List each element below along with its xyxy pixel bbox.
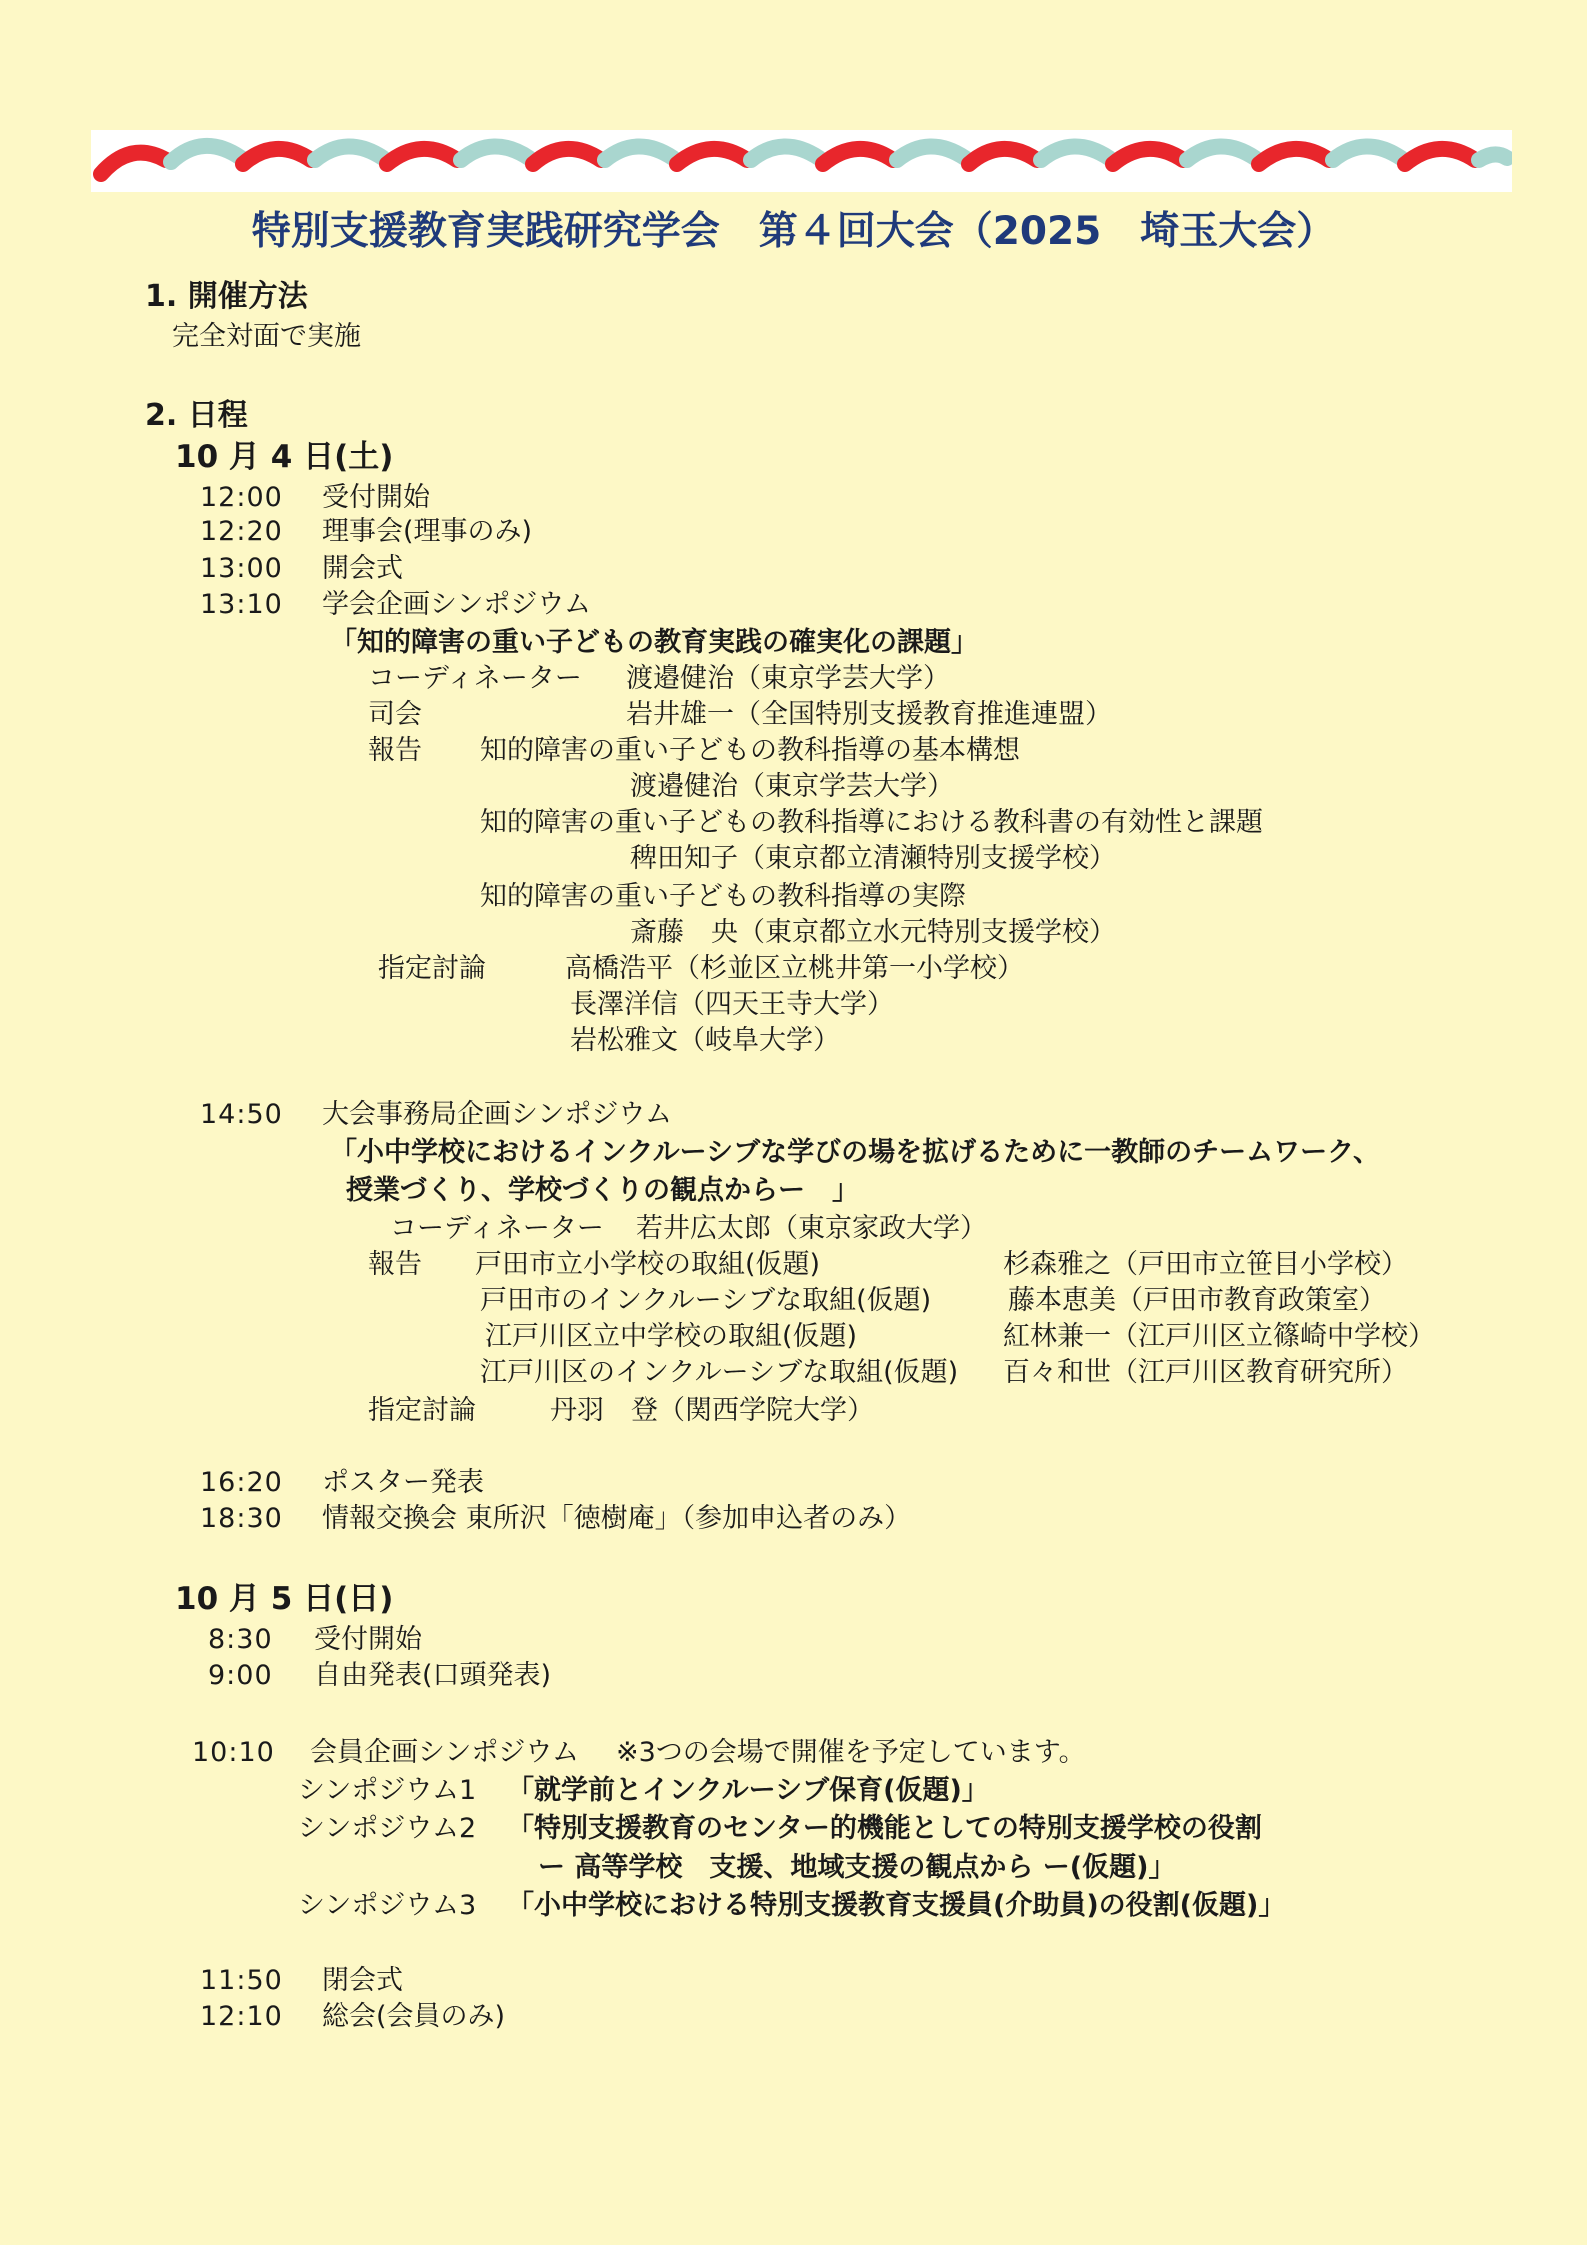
session-label: 受付開始	[314, 1624, 422, 1655]
venue-note: ※3つの会場で開催を予定しています。	[616, 1737, 1086, 1768]
report-label: 報告	[368, 1249, 422, 1280]
session-time: 12:00	[200, 482, 283, 513]
method-text: 完全対面で実施	[172, 321, 361, 352]
session-time: 16:20	[200, 1467, 283, 1498]
day2-date: 10 月 5 日(日)	[175, 1581, 394, 1617]
page-title: 特別支援教育実践研究学会 第４回大会（2025 埼玉大会）	[251, 209, 1336, 254]
report-speaker: 百々和世（江戸川区教育研究所）	[1003, 1357, 1408, 1388]
session-label: 学会企画シンポジウム	[322, 589, 592, 620]
report-topic: 知的障害の重い子どもの教科指導の実際	[480, 881, 966, 912]
section1-heading: 1. 開催方法	[145, 279, 308, 314]
session-label: 閉会式	[322, 1965, 403, 1996]
day1-date: 10 月 4 日(土)	[175, 439, 394, 475]
session-label: 会員企画シンポジウム	[310, 1737, 580, 1768]
symposium-title: 「特別支援教育のセンター的機能としての特別支援学校の役割	[507, 1813, 1262, 1844]
session-time: 12:20	[200, 516, 283, 547]
report-speaker: 斎藤 央（東京都立水元特別支援学校）	[630, 917, 1116, 948]
session-label: 自由発表(口頭発表)	[314, 1660, 552, 1691]
session-time: 9:00	[208, 1660, 273, 1691]
discussant: 岩松雅文（岐阜大学）	[570, 1025, 840, 1056]
session-label: 受付開始	[322, 482, 430, 513]
session-label: 情報交換会 東所沢「徳樹庵」（参加申込者のみ）	[322, 1503, 912, 1534]
symposium-title-line2: ー 高等学校 支援、地域支援の観点から ー(仮題)」	[538, 1852, 1176, 1883]
session-time: 13:00	[200, 553, 283, 584]
report-speaker: 藤本恵美（戸田市教育政策室）	[1008, 1285, 1386, 1316]
coordinator-name: 若井広太郎（東京家政大学）	[636, 1213, 987, 1244]
discussant: 長澤洋信（四天王寺大学）	[570, 989, 894, 1020]
symposium2-title-line2: 授業づくり、学校づくりの観点からー 」	[346, 1175, 859, 1206]
symposium-name: シンポジウム2	[298, 1813, 477, 1844]
section2-heading: 2. 日程	[145, 398, 248, 433]
report-speaker: 渡邉健治（東京学芸大学）	[630, 771, 954, 802]
discussion-label: 指定討論	[368, 1395, 476, 1426]
report-speaker: 杉森雅之（戸田市立笹目小学校）	[1003, 1249, 1408, 1280]
discussion-label: 指定討論	[378, 953, 486, 984]
report-topic: 戸田市立小学校の取組(仮題)	[475, 1249, 821, 1280]
wave-decoration-icon	[91, 130, 1512, 192]
report-speaker: 稗田知子（東京都立清瀬特別支援学校）	[630, 843, 1116, 874]
session-label: 大会事務局企画シンポジウム	[322, 1099, 673, 1130]
session-time: 14:50	[200, 1099, 283, 1130]
session-time: 13:10	[200, 589, 283, 620]
session-time: 18:30	[200, 1503, 283, 1534]
symposium-name: シンポジウム3	[298, 1890, 477, 1921]
report-topic: 知的障害の重い子どもの教科指導における教科書の有効性と課題	[480, 807, 1263, 838]
chair-name: 岩井雄一（全国特別支援教育推進連盟）	[626, 699, 1112, 730]
wave-banner	[91, 130, 1512, 192]
report-label: 報告	[368, 735, 422, 766]
discussant: 高橋浩平（杉並区立桃井第一小学校）	[565, 953, 1024, 984]
symposium-name: シンポジウム1	[298, 1775, 477, 1806]
coordinator-name: 渡邉健治（東京学芸大学）	[626, 663, 950, 694]
session-label: 総会(会員のみ)	[322, 2001, 506, 2032]
session-time: 12:10	[200, 2001, 283, 2032]
report-topic: 知的障害の重い子どもの教科指導の基本構想	[480, 735, 1020, 766]
session-time: 11:50	[200, 1965, 283, 1996]
symposium-title: 「小中学校における特別支援教育支援員(介助員)の役割(仮題)」	[507, 1890, 1286, 1921]
symposium1-title: 「知的障害の重い子どもの教育実践の確実化の課題」	[330, 627, 978, 658]
symposium2-title-line1: 「小中学校におけるインクルーシブな学びの場を拡げるために一教師のチームワーク、	[330, 1137, 1381, 1168]
chair-label: 司会	[368, 699, 422, 730]
session-time: 8:30	[208, 1624, 273, 1655]
report-speaker: 紅林兼一（江戸川区立篠崎中学校）	[1003, 1321, 1435, 1352]
discussant: 丹羽 登（関西学院大学）	[550, 1395, 874, 1426]
report-topic: 戸田市のインクルーシブな取組(仮題)	[480, 1285, 932, 1316]
report-topic: 江戸川区立中学校の取組(仮題)	[485, 1321, 858, 1352]
report-topic: 江戸川区のインクルーシブな取組(仮題)	[480, 1357, 959, 1388]
session-label: ポスター発表	[322, 1467, 484, 1498]
coordinator-label: コーディネーター	[368, 663, 582, 694]
session-label: 開会式	[322, 553, 403, 584]
session-time: 10:10	[192, 1737, 275, 1768]
session-label: 理事会(理事のみ)	[322, 516, 533, 547]
coordinator-label: コーディネーター	[390, 1213, 604, 1244]
symposium-title: 「就学前とインクルーシブ保育(仮題)」	[507, 1775, 989, 1806]
